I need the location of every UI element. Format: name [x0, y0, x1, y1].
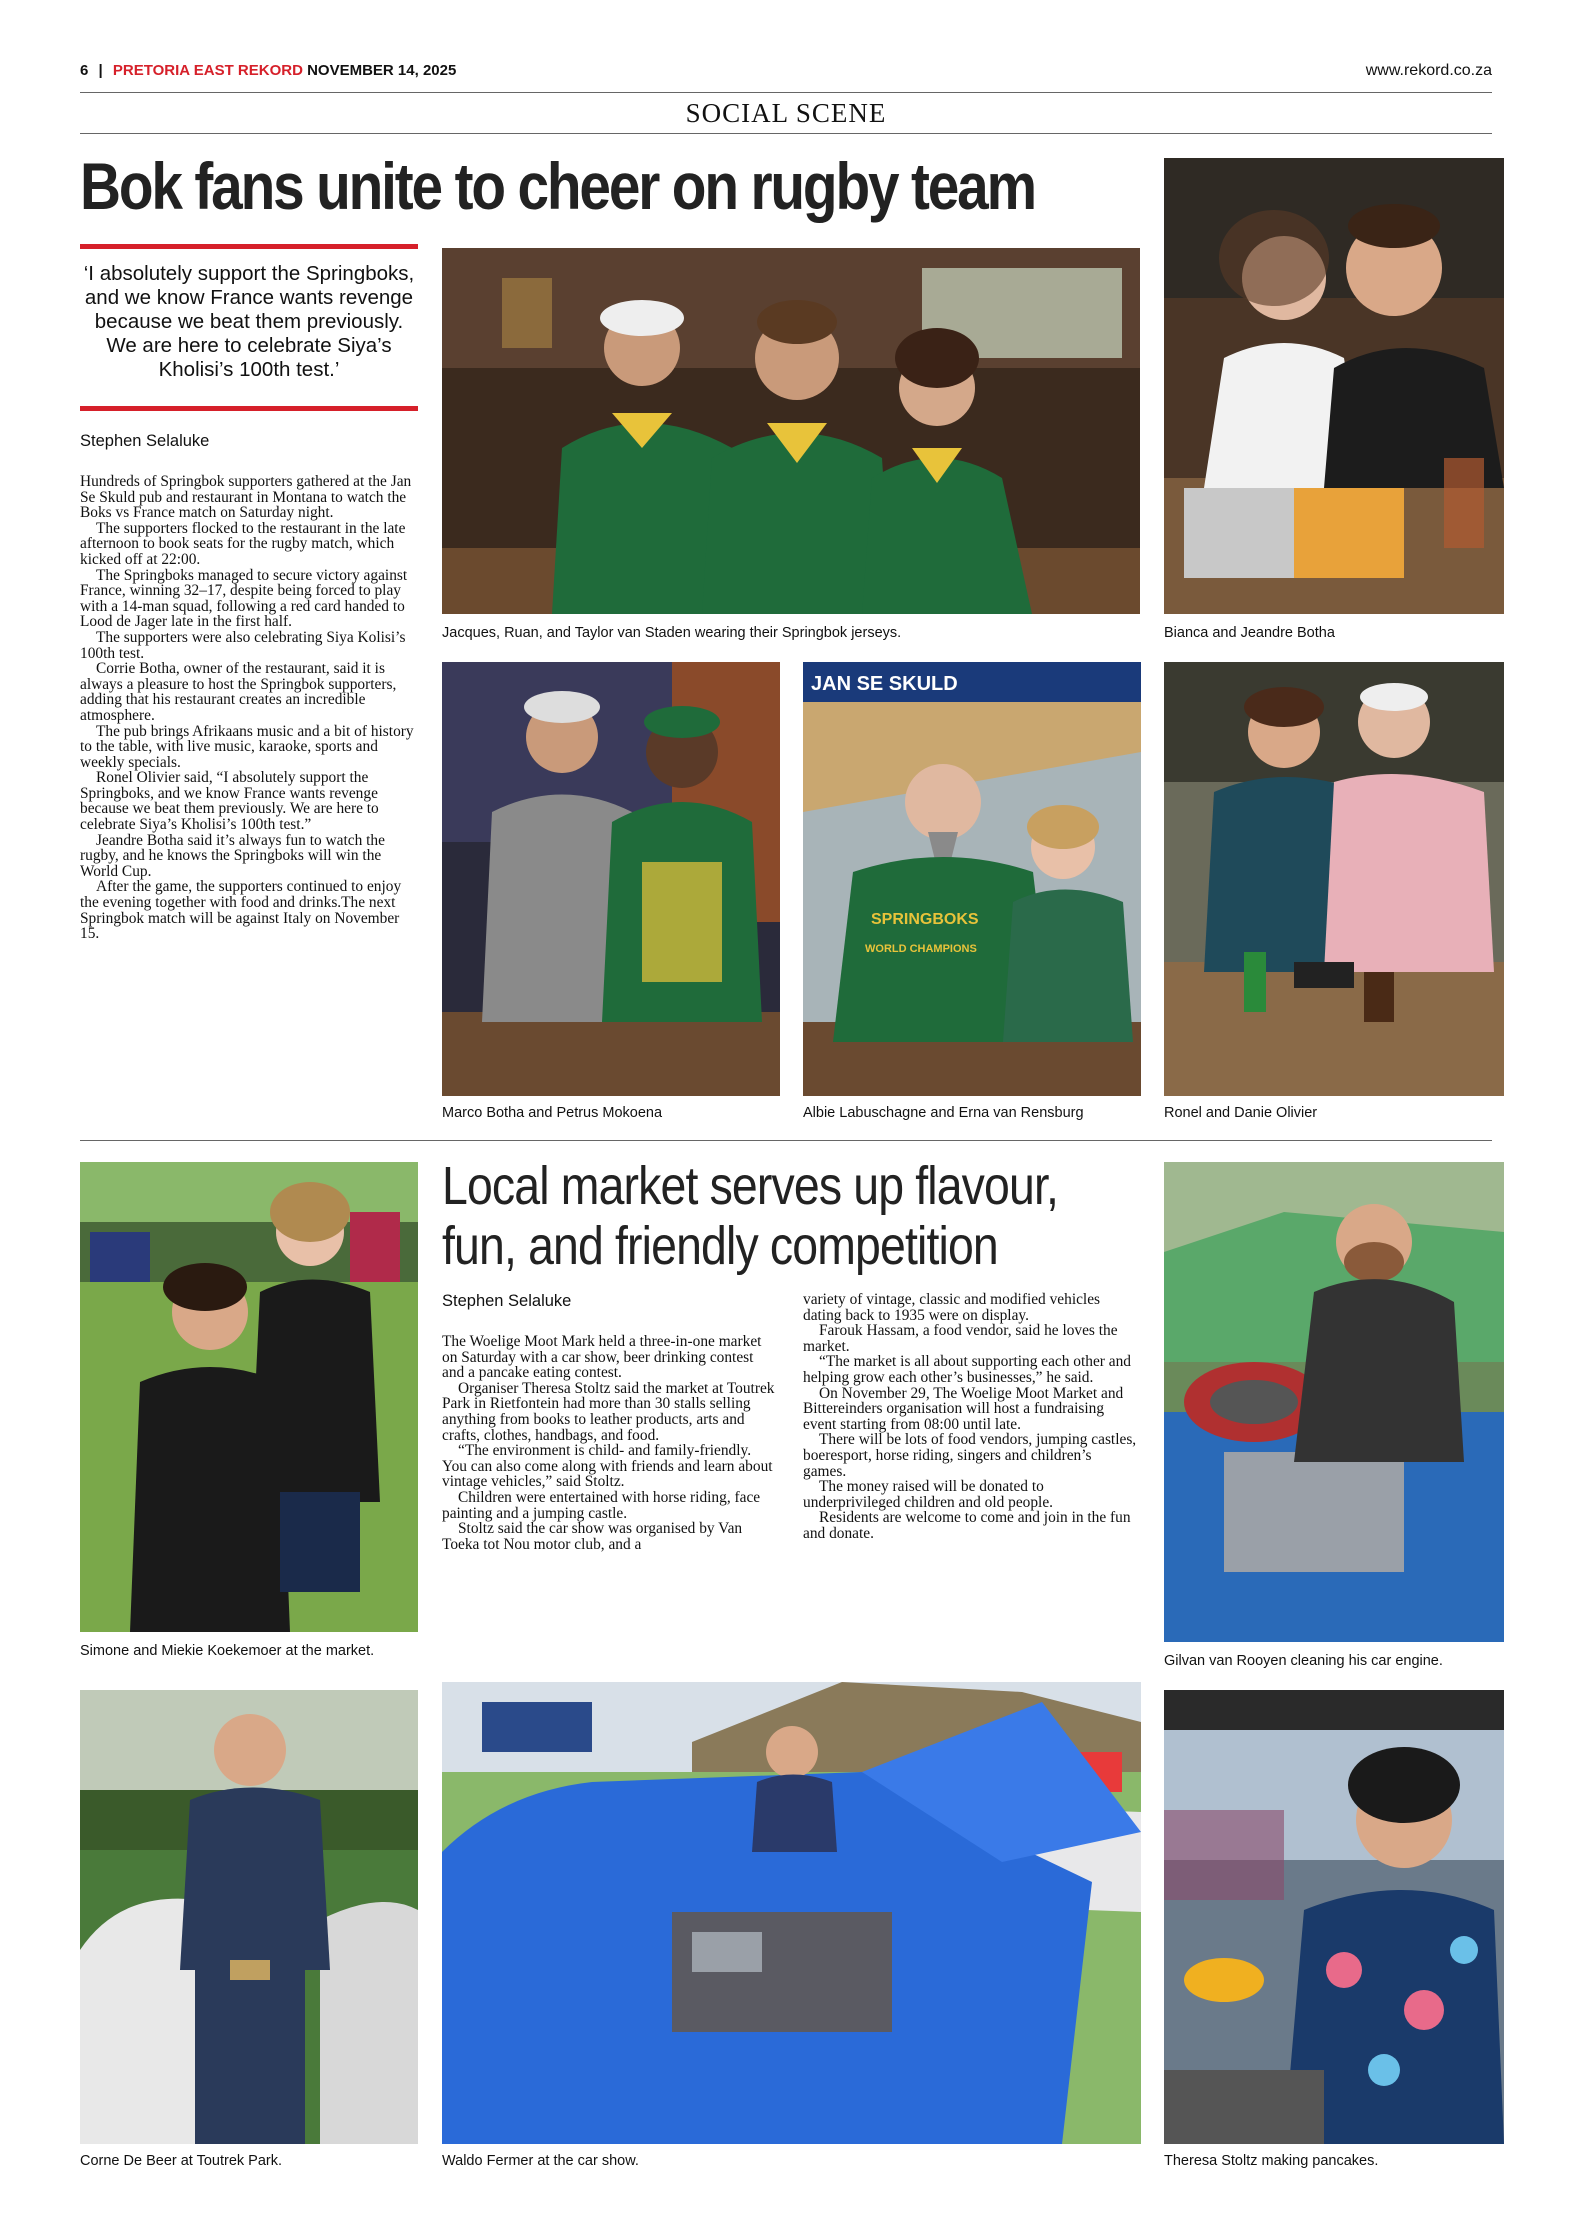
article2-paragraph: The money raised will be donated to underprivileged children and old people.	[803, 1478, 1054, 1511]
article2-paragraph: On November 29, The Woelige Moot Market and Bittereinders organisation will host a fundraising event starting from 08:00 until late.	[803, 1384, 1124, 1433]
article1-paragraph: After the game, the supporters continued to enjoy the evening together with food and drinks.The next Springbok match will be against Italy on November 15.	[80, 878, 402, 943]
section-rule	[80, 133, 1492, 134]
article2-paragraph: The Woelige Moot Mark held a three-in-one market on Saturday with a car show, beer drinking contest and a pancake eating contest.	[442, 1333, 762, 1382]
caption-van-staden: Jacques, Ruan, and Taylor van Staden wearing their Springbok jerseys.	[442, 625, 902, 641]
article1-paragraph: Hundreds of Springbok supporters gathered at the Jan Se Skuld pub and restaurant in Montana to watch the Boks vs France match on Saturday night.	[80, 473, 412, 522]
website-link[interactable]: www.rekord.co.za	[1365, 62, 1492, 79]
article2-body-col2	[803, 1292, 1137, 1542]
page-header-left	[80, 62, 456, 79]
article-divider	[80, 1140, 1492, 1141]
article1-paragraph: Ronel Olivier said, “I absolutely support the Springboks, and we know France wants revenge because we beat them previously. We are here to celebrate Siya’s Kholisi’s 100th test.”	[80, 769, 379, 834]
photo-gilvan	[1164, 1162, 1504, 1642]
quote-rule-bottom	[80, 406, 418, 411]
article2-paragraph: Residents are welcome to come and join in the fun and donate.	[803, 1509, 1131, 1542]
article2-paragraph: Organiser Theresa Stoltz said the market at Toutrek Park in Rietfontein had more than 30 stalls selling anything from books to leather products, arts and crafts, clothes, handbags, and food.	[442, 1379, 775, 1444]
article2-paragraph: There will be lots of food vendors, jumping castles, boeresport, horse riding, singers and children’s games.	[803, 1431, 1137, 1480]
photo-corne	[80, 1690, 418, 2144]
section-title: SOCIAL SCENE	[685, 98, 887, 128]
article1-paragraph: The supporters were also celebrating Siya Kolisi’s 100th test.	[80, 628, 406, 662]
article2-body-col1	[442, 1334, 776, 1552]
pull-quote: ‘I absolutely support the Springboks, and we know France wants revenge because we beat them previously. We are here to celebrate Siya’s Kholisi’s 100th test.’	[83, 262, 415, 381]
page-number: 6	[80, 62, 89, 79]
quote-rule-top	[80, 244, 418, 249]
article1-body	[80, 474, 416, 942]
photo-simone-miekie	[80, 1162, 418, 1632]
article1-paragraph: The Springboks managed to secure victory against France, winning 32–17, despite being forced to play with a 14-man squad, following a red card handed to Lood de Jager late in the first half.	[80, 566, 408, 631]
article1-paragraph: The supporters flocked to the restaurant in the late afternoon to book seats for the rugby match, which kicked off at 22:00.	[80, 519, 406, 568]
article1-headline: Bok fans unite to cheer on rugby team	[80, 149, 1035, 223]
article2-paragraph: “The market is all about supporting each other and helping grow each other’s businesses,” he said.	[803, 1353, 1131, 1386]
caption-marco-petrus: Marco Botha and Petrus Mokoena	[442, 1105, 663, 1121]
caption-albie-erna: Albie Labuschagne and Erna van Rensburg	[803, 1105, 1084, 1121]
photo-bianca-jeandre	[1164, 158, 1504, 614]
article2-paragraph: variety of vintage, classic and modified vehicles dating back to 1935 were on display.	[803, 1291, 1101, 1324]
caption-bianca-jeandre: Bianca and Jeandre Botha	[1164, 625, 1335, 641]
pub-sign-text: JAN SE SKULD	[811, 673, 958, 695]
publication-name: PRETORIA EAST REKORD	[112, 62, 303, 79]
article2-headline: Local market serves up flavour, fun, and friendly competition	[442, 1156, 1059, 1276]
photo-waldo	[442, 1682, 1141, 2144]
article1-paragraph: Corrie Botha, owner of the restaurant, said it is always a pleasure to host the Springbok supporters, adding that his restaurant creates an incredible atmosphere.	[80, 660, 397, 724]
caption-gilvan: Gilvan van Rooyen cleaning his car engine.	[1164, 1653, 1443, 1669]
photo-marco-petrus	[442, 662, 780, 1096]
photo-albie-erna	[803, 662, 1141, 1096]
caption-ronel-danie: Ronel and Danie Olivier	[1164, 1105, 1318, 1121]
header-rule	[80, 92, 1492, 93]
article1-paragraph: Jeandre Botha said it’s always fun to watch the rugby, and he knows the Springboks will win the World Cup.	[80, 831, 385, 880]
caption-simone-miekie: Simone and Miekie Koekemoer at the market.	[80, 1643, 375, 1659]
caption-waldo: Waldo Fermer at the car show.	[442, 2153, 639, 2169]
article2-paragraph: “The environment is child- and family-friendly. You can also come along with friends and learn about vintage vehicles,” said Stoltz.	[442, 1442, 773, 1491]
photo-ronel-danie	[1164, 662, 1504, 1096]
jersey-text: SPRINGBOKS	[871, 911, 979, 928]
article1-byline: Stephen Selaluke	[80, 432, 210, 450]
issue-date: NOVEMBER 14, 2025	[307, 62, 457, 79]
article2-paragraph: Children were entertained with horse riding, face painting and a jumping castle.	[442, 1488, 761, 1522]
photo-theresa	[1164, 1690, 1504, 2144]
header-separator: |	[98, 62, 103, 79]
jersey-text-2: WORLD CHAMPIONS	[865, 943, 977, 955]
article2-byline: Stephen Selaluke	[442, 1292, 572, 1310]
article2-paragraph: Stoltz said the car show was organised by Van Toeka tot Nou motor club, and a	[442, 1520, 743, 1553]
photo-van-staden-family	[442, 248, 1140, 614]
caption-theresa: Theresa Stoltz making pancakes.	[1164, 2153, 1379, 2169]
article1-paragraph: The pub brings Afrikaans music and a bit of history to the table, with live music, karaoke, sports and weekly specials.	[80, 722, 414, 771]
caption-corne: Corne De Beer at Toutrek Park.	[80, 2153, 283, 2169]
article2-paragraph: Farouk Hassam, a food vendor, said he loves the market.	[803, 1322, 1118, 1355]
